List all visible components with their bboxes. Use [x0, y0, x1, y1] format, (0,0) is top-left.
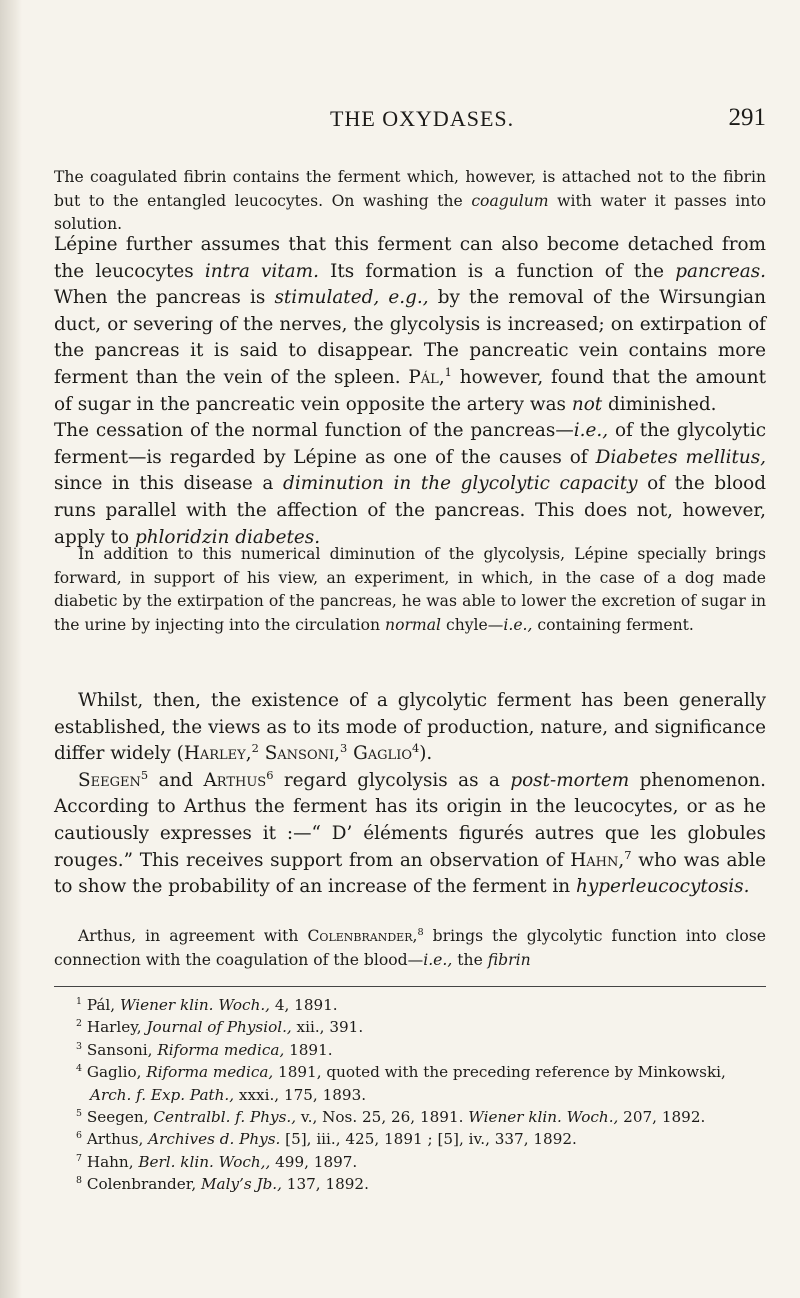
- paragraph-lepine-experiment: In addition to this numerical diminution of the glycolysis, Lépine specially brings forward, in support of his view, an experiment, in which, in the case of a dog made diabetic by the extirpation of the pancreas, he was able to lower the excretion of sugar in the urine by injecting into the circulation normal chyle—i.e., containing ferment.: [54, 545, 766, 634]
- paragraph-arthus-colenbrander: Arthus, in agreement with Colenbrander,$^8$ brings the glycolytic function into close connection with the coagulation of the blood—i.e., the fibrin: [54, 926, 766, 969]
- footnote: $^3$ Sansoni, Riforma medica, 1891.: [76, 1040, 333, 1059]
- footnote: $^8$ Colenbrander, Maly’s Jb., 137, 1892.: [76, 1175, 369, 1194]
- page-header: [54, 104, 766, 134]
- footnotes: [54, 994, 766, 1196]
- page-number: 291: [728, 104, 766, 131]
- page-binding-shadow: [0, 0, 22, 1298]
- footnote: $^5$ Seegen, Centralbl. f. Phys., v., Nos. 25, 26, 1891. Wiener klin. Woch., 207, 1892.: [76, 1107, 706, 1127]
- paragraph-lepine-pancreas: Lépine further assumes that this ferment can also become detached from the leucocytes intra vitam. Its formation is a function of the pancreas. When the pancreas is stimulated, e.g., by the removal of the Wirsungian duct, or severing of the nerves, the glycolysis is increased; on extirpation of the pancreas it is said to disappear. The pancreatic vein contains more ferment than the vein of the spleen. Pál,$^1$ however, found that the amount of sugar in the pancreatic vein opposite the artery was not diminished. The cessation of the normal function of the pancreas—i.e., of the glycolytic ferment—is regarded by Lépine as one of the causes of Diabetes mellitus, since in this disease a diminution in the glycolytic capacity of the blood runs parallel with the affection of the pancreas. This does not, however, apply to phloridzin diabetes.: [54, 234, 767, 548]
- footnote: $^1$ Pál, Wiener klin. Woch., 4, 1891.: [76, 995, 338, 1014]
- footnote-rule: [54, 986, 766, 987]
- running-title: THE OXYDASES.: [330, 106, 515, 131]
- paragraph-glycolytic-ferment-views: Whilst, then, the existence of a glycolytic ferment has been generally established, the views as to its mode of production, nature, and significance differ widely (Harley,$^2$ Sansoni,$^3$ Gaglio$^4$). Seegen$^5$ and Arthus$^6$ regard glycolysis as a post-mortem phenomenon. According to Arthus the ferment has its origin in the leucocytes, or as he cautiously expresses it :—“ D’ éléments figurés autres que les globules rouges.” This receives support from an observation of Hahn,$^7$ who was able to show the probability of an increase of the ferment in hyperleucocytosis.: [54, 690, 766, 898]
- footnote: $^4$ Gaglio, Riforma medica, 1891, quoted with the preceding reference by Minkowski, Arch. f. Exp. Path., xxxi., 175, 1893.: [76, 1063, 726, 1104]
- footnote: $^2$ Harley, Journal of Physiol., xii., 391.: [76, 1018, 364, 1037]
- footnote: $^7$ Hahn, Berl. klin. Woch,, 499, 1897.: [76, 1152, 358, 1171]
- footnote: $^6$ Arthus, Archives d. Phys. [5], iii., 425, 1891 ; [5], iv., 337, 1892.: [76, 1130, 577, 1149]
- paragraph-coagulated-fibrin: The coagulated fibrin contains the ferment which, however, is attached not to the fibrin but to the entangled leucocytes. On washing the coagulum with water it passes into solution.: [54, 168, 766, 233]
